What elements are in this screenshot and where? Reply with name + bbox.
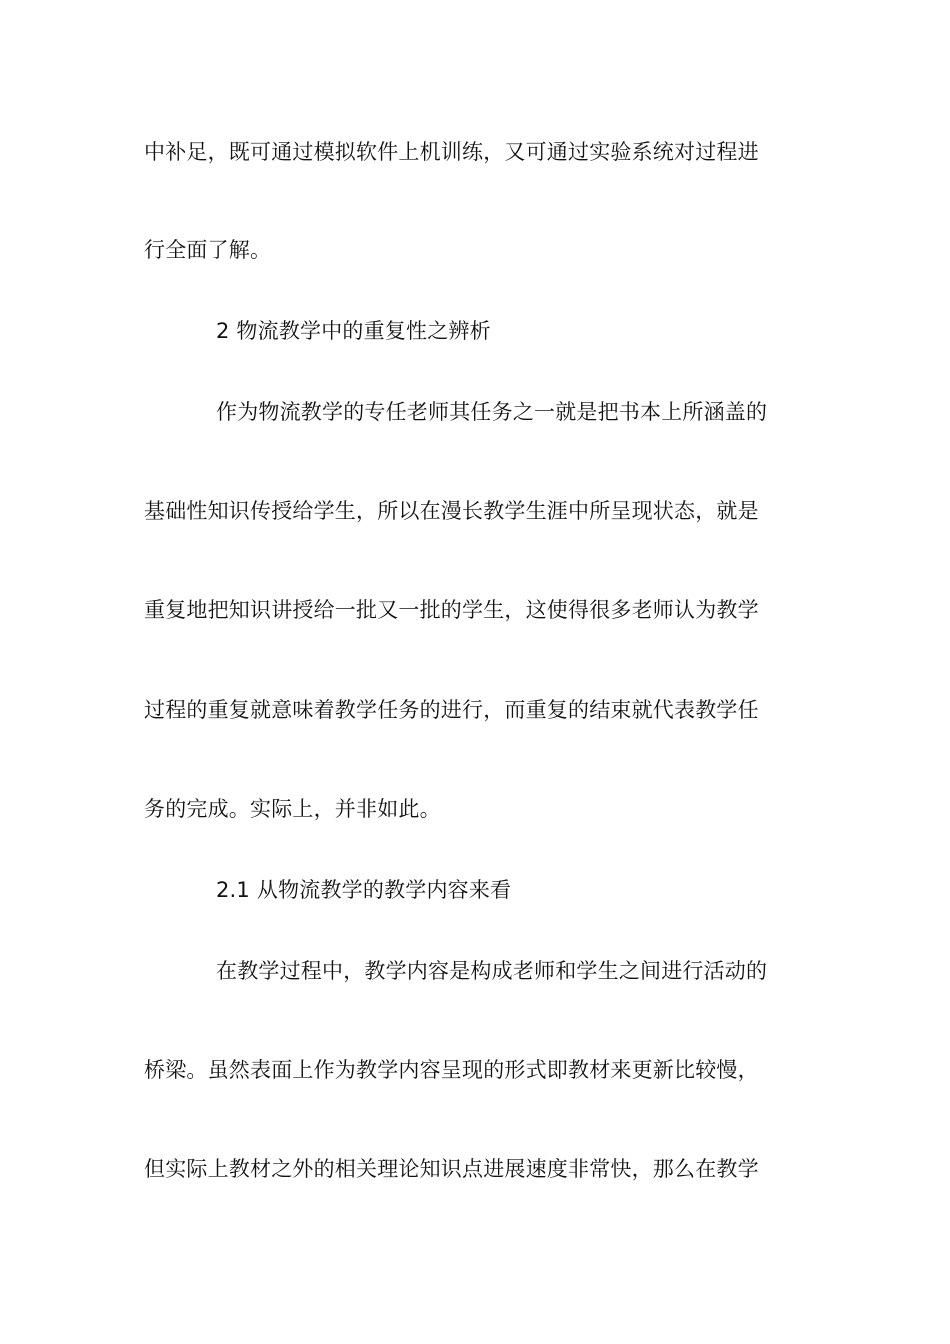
paragraph-line: 在教学过程中，教学内容是构成老师和学生之间进行活动的 xyxy=(216,959,768,983)
paragraph-line: 过程的重复就意味着教学任务的进行，而重复的结束就代表教学任 xyxy=(144,698,759,722)
paragraph-line: 重复地把知识讲授给一批又一批的学生，这使得很多老师认为教学 xyxy=(144,598,759,622)
paragraph-line: 桥梁。虽然表面上作为教学内容呈现的形式即教材来更新比较慢， xyxy=(144,1058,759,1082)
paragraph-line: 务的完成。实际上，并非如此。 xyxy=(144,797,441,821)
paragraph-line: 作为物流教学的专任老师其任务之一就是把书本上所涵盖的 xyxy=(216,400,768,424)
paragraph-line: 行全面了解。 xyxy=(144,238,272,262)
paragraph-line: 基础性知识传授给学生，所以在漫长教学生涯中所呈现状态，就是 xyxy=(144,499,759,523)
paragraph-line: 中补足，既可通过模拟软件上机训练，又可通过实验系统对过程进 xyxy=(144,140,759,164)
paragraph-line: 但实际上教材之外的相关理论知识点进展速度非常快，那么在教学 xyxy=(144,1157,759,1181)
section-heading: 2 物流教学中的重复性之辨析 xyxy=(216,319,491,343)
subsection-heading: 2.1 从物流教学的教学内容来看 xyxy=(216,878,512,902)
